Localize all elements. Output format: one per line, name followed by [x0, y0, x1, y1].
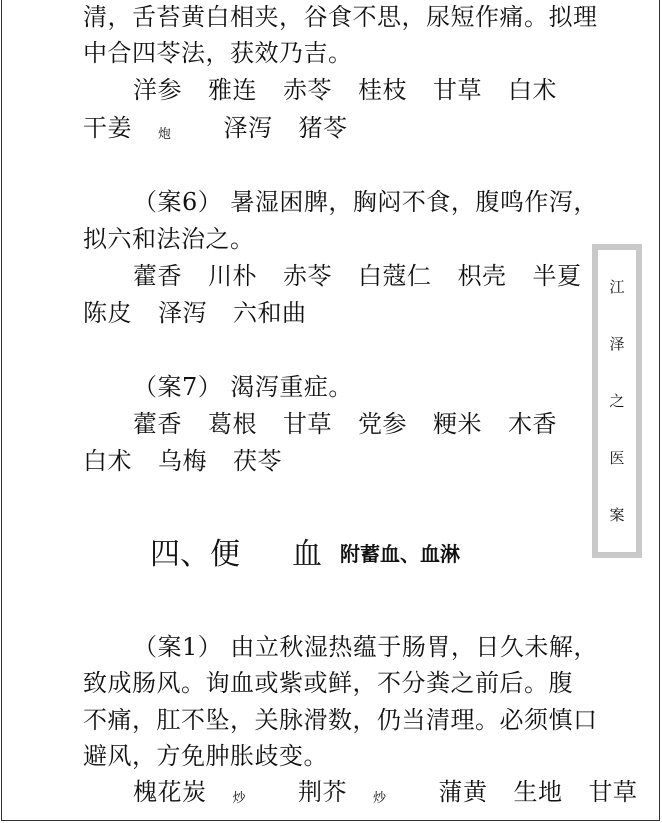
- text-line: 致成肠风。询血或紫或鲜，不分粪之前后。腹: [83, 669, 573, 697]
- herb-list: [133, 75, 633, 105]
- herb: 党参: [358, 410, 407, 438]
- herb-note: 炮: [158, 127, 172, 142]
- herb: 生地: [513, 778, 563, 806]
- herb: 赤苓: [283, 76, 332, 104]
- herb: 荆芥 炒: [298, 778, 387, 806]
- side-tab-char: 泽: [609, 334, 625, 353]
- case-heading: （案7） 渴泻重症。: [133, 373, 353, 401]
- herb: 干姜 炮: [83, 114, 172, 142]
- herb: 半夏: [532, 262, 582, 290]
- herb: 葛根: [208, 410, 257, 438]
- herb: 藿香: [133, 262, 182, 290]
- herb: 六和曲: [233, 299, 307, 327]
- herb: 枳壳: [457, 262, 507, 290]
- herb: 乌梅: [158, 447, 207, 475]
- herb: 白术: [83, 447, 132, 475]
- herb: 桂枝: [358, 76, 407, 104]
- case-heading: （案6） 暑湿困脾，胸闷不食，腹鸣作泻，: [133, 188, 598, 216]
- herb: 陈皮: [83, 299, 132, 327]
- herb-list: [83, 298, 583, 328]
- herb: 赤苓: [283, 262, 332, 290]
- herb: 木香: [508, 410, 557, 438]
- text-line: 中合四苓法，获效乃吉。: [83, 39, 353, 67]
- herb: 川朴: [208, 262, 257, 290]
- herb-list: [83, 446, 583, 476]
- herb-list: [133, 409, 633, 439]
- herb: 蒲黄: [438, 778, 488, 806]
- text-line: 不痛，肛不坠，关脉滑数，仍当清理。必须慎口: [83, 706, 598, 734]
- herb: 甘草: [433, 76, 482, 104]
- herb: 洋参: [133, 76, 182, 104]
- herb: 白蔻仁: [358, 262, 432, 290]
- herb-list: [133, 777, 638, 814]
- herb-list: [133, 261, 633, 291]
- section-title: 四、便 血 附蓄血、血淋: [150, 537, 460, 572]
- side-tab-char: 案: [609, 506, 625, 525]
- herb: 泽泻: [223, 114, 273, 142]
- herb: 白术: [508, 76, 557, 104]
- section-subtitle: 附蓄血、血淋: [340, 542, 460, 566]
- herb: 泽泻: [158, 299, 207, 327]
- case-heading: （案1） 由立秋湿热蕴于肠胃，日久未解，: [133, 633, 598, 661]
- herb: 粳米: [433, 410, 482, 438]
- herb: 甘草: [283, 410, 332, 438]
- side-tab-char: 之: [609, 391, 625, 410]
- herb: 猪苓: [298, 114, 348, 142]
- herb-note: 炒: [373, 791, 387, 806]
- herb: 茯苓: [233, 447, 282, 475]
- side-tab-char: 江: [609, 277, 625, 296]
- text-line: 清，舌苔黄白相夹，谷食不思，尿短作痛。拟理: [83, 3, 598, 31]
- herb: 甘草: [588, 778, 638, 806]
- herb: 雅连: [208, 76, 257, 104]
- text-line: 拟六和法治之。: [83, 225, 255, 253]
- side-tab-book-title: [592, 244, 642, 558]
- herb: 藿香: [133, 410, 182, 438]
- herb-list: [83, 113, 583, 150]
- herb: 槐花炭 炒: [133, 778, 247, 806]
- side-tab-char: 医: [609, 449, 625, 468]
- text-line: 避风，方免肿胀歧变。: [83, 742, 328, 770]
- herb-note: 炒: [232, 791, 247, 806]
